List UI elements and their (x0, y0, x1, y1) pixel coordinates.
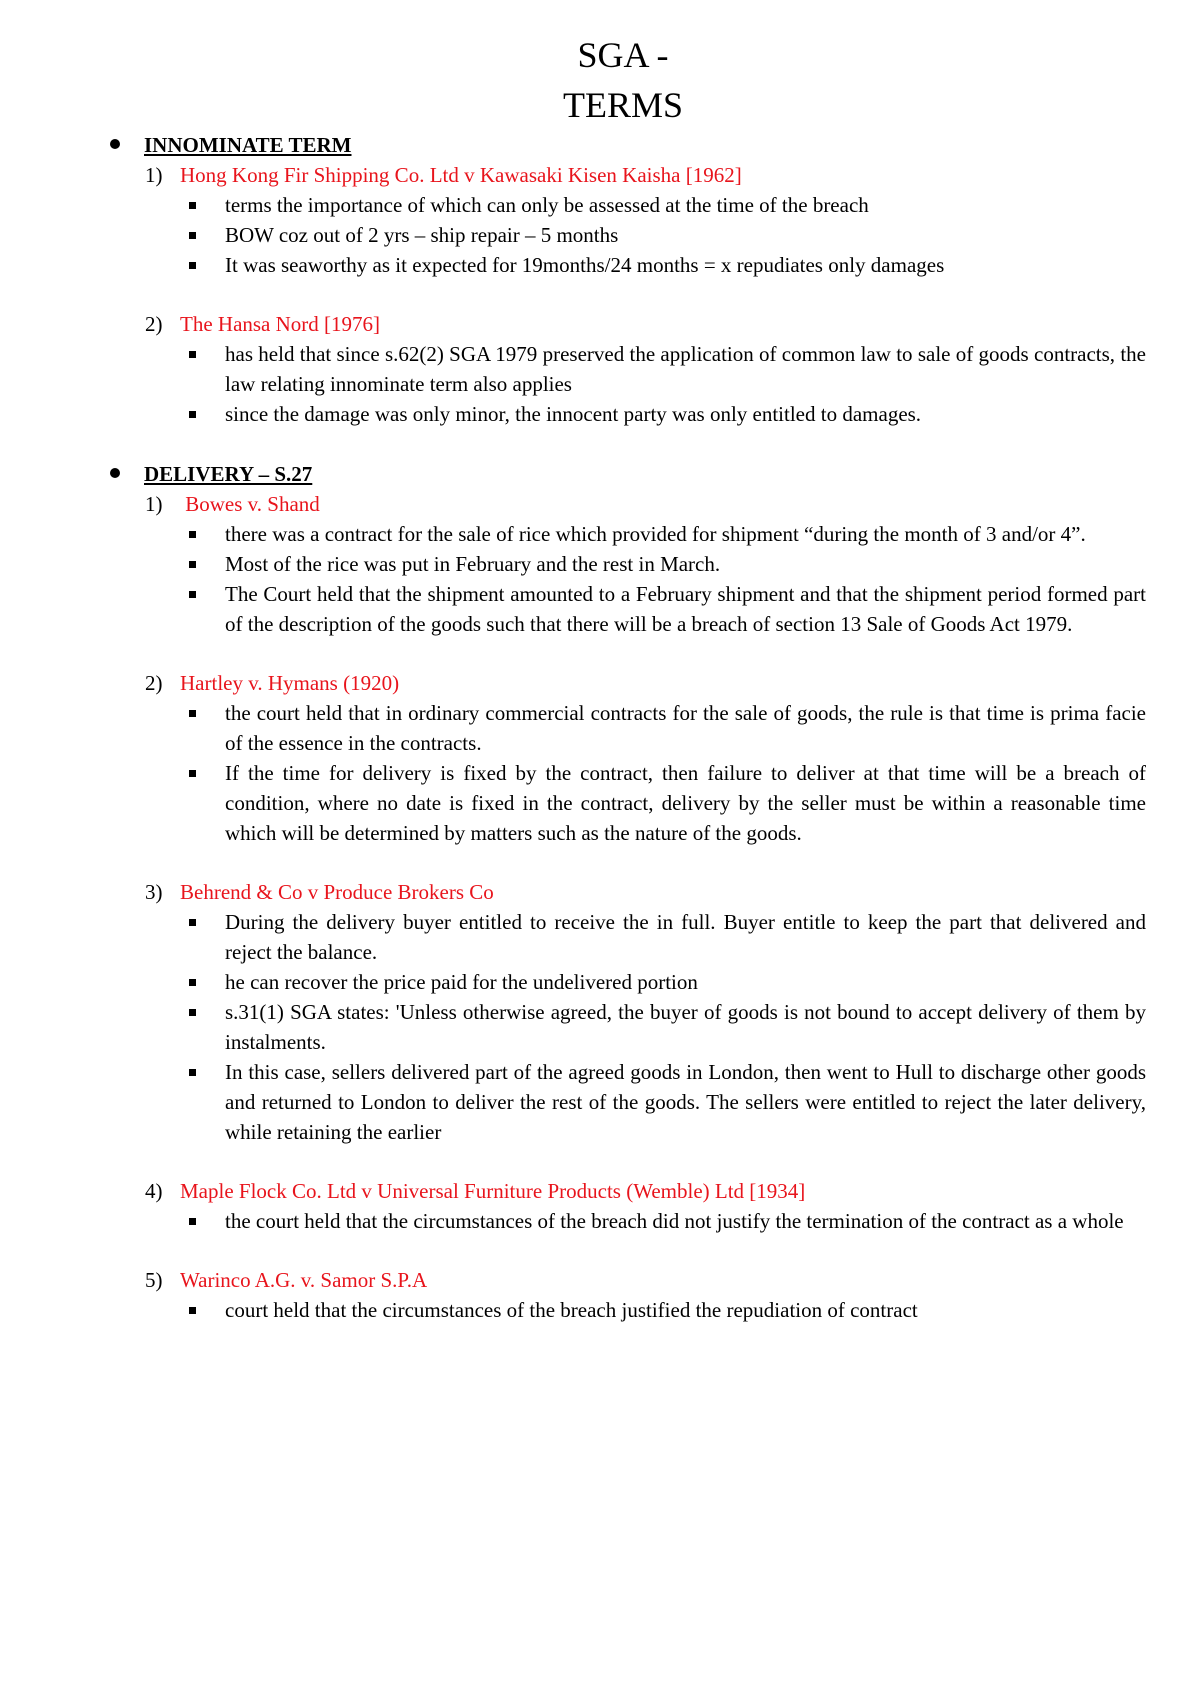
bullet-square-icon (189, 770, 196, 777)
list-item-text: s.31(1) SGA states: 'Unless otherwise agreed, the buyer of goods is not bound to accept delivery of them by instalments. (225, 1000, 1146, 1054)
bullet-square-icon (189, 411, 196, 418)
case-points (110, 698, 1146, 848)
case-name: Bowes v. Shand (180, 492, 320, 516)
bullet-square-icon (189, 1009, 196, 1016)
case-points (110, 1206, 1146, 1236)
bullet-square-icon (189, 1307, 196, 1314)
section-heading (110, 130, 1146, 160)
case-number: 3) (145, 880, 163, 904)
case-title (110, 668, 1146, 698)
case-name: Hong Kong Fir Shipping Co. Ltd v Kawasaki Kisen Kaisha [1962] (180, 163, 742, 187)
case-entry (110, 160, 1146, 280)
section (110, 459, 1146, 1325)
list-item (110, 339, 1146, 399)
bullet-square-icon (189, 202, 196, 209)
bullet-square-icon (189, 232, 196, 239)
bullet-square-icon (189, 710, 196, 717)
section-heading (110, 459, 1146, 489)
list-item-text: BOW coz out of 2 yrs – ship repair – 5 months (225, 223, 619, 247)
list-item (110, 519, 1146, 549)
list-item-text: terms the importance of which can only be assessed at the time of the breach (225, 193, 869, 217)
list-item (110, 579, 1146, 639)
case-points (110, 339, 1146, 429)
page-title (100, 30, 1146, 130)
case-entry (110, 1176, 1146, 1236)
case-name: The Hansa Nord [1976] (180, 312, 381, 336)
list-item (110, 758, 1146, 848)
case-title (110, 1265, 1146, 1295)
list-item-text: he can recover the price paid for the undelivered portion (225, 970, 698, 994)
bullet-square-icon (189, 351, 196, 358)
bullet-square-icon (189, 262, 196, 269)
case-number: 1) (145, 492, 163, 516)
case-number: 2) (145, 312, 163, 336)
list-item-text: there was a contract for the sale of rice which provided for shipment “during the month of 3 and/or 4”. (225, 522, 1086, 546)
list-item-text: the court held that the circumstances of the breach did not justify the termination of the contract as a whole (225, 1209, 1124, 1233)
section (110, 130, 1146, 429)
bullet-square-icon (189, 591, 196, 598)
list-item (110, 549, 1146, 579)
bullet-dot-icon (110, 139, 120, 149)
title-line-1: SGA - (577, 35, 669, 75)
list-item-text: has held that since s.62(2) SGA 1979 preserved the application of common law to sale of goods contracts, the law relating innominate term also applies (225, 342, 1146, 396)
list-item (110, 907, 1146, 967)
list-item (110, 220, 1146, 250)
bullet-square-icon (189, 561, 196, 568)
case-name: Warinco A.G. v. Samor S.P.A (180, 1268, 428, 1292)
case-name: Maple Flock Co. Ltd v Universal Furniture Products (Wemble) Ltd [1934] (180, 1179, 806, 1203)
bullet-square-icon (189, 919, 196, 926)
case-points (110, 190, 1146, 280)
list-item (110, 1057, 1146, 1147)
bullet-square-icon (189, 1218, 196, 1225)
list-item-text: If the time for delivery is fixed by the contract, then failure to deliver at that time will be a breach of condition, where no date is fixed in the contract, delivery by the seller must be within a reasonable time which will be determined by matters such as the nature of the goods. (225, 761, 1146, 845)
list-item (110, 698, 1146, 758)
case-name: Behrend & Co v Produce Brokers Co (180, 880, 494, 904)
list-item-text: It was seaworthy as it expected for 19months/24 months = x repudiates only damages (225, 253, 945, 277)
case-name: Hartley v. Hymans (1920) (180, 671, 400, 695)
list-item-text: Most of the rice was put in February and the rest in March. (225, 552, 721, 576)
case-number: 5) (145, 1268, 163, 1292)
case-entry (110, 1265, 1146, 1325)
list-item-text: In this case, sellers delivered part of the agreed goods in London, then went to Hull to discharge other goods and returned to London to deliver the rest of the goods. The sellers were entitled to reject the later delivery, while retaining the earlier (225, 1060, 1146, 1144)
bullet-square-icon (189, 531, 196, 538)
case-points (110, 519, 1146, 639)
case-title (110, 160, 1146, 190)
case-title (110, 489, 1146, 519)
list-item-text: During the delivery buyer entitled to receive the in full. Buyer entitle to keep the part that delivered and reject the balance. (225, 910, 1146, 964)
case-entry (110, 877, 1146, 1147)
list-item (110, 190, 1146, 220)
case-title (110, 1176, 1146, 1206)
list-item (110, 997, 1146, 1057)
case-title (110, 309, 1146, 339)
bullet-square-icon (189, 979, 196, 986)
list-item (110, 250, 1146, 280)
list-item (110, 1206, 1146, 1236)
list-item (110, 399, 1146, 429)
list-item-text: the court held that in ordinary commercial contracts for the sale of goods, the rule is that time is prima facie of the essence in the contracts. (225, 701, 1146, 755)
list-item (110, 967, 1146, 997)
case-number: 2) (145, 671, 163, 695)
case-points (110, 907, 1146, 1147)
bullet-dot-icon (110, 468, 120, 478)
section-heading-text: DELIVERY – S.27 (144, 462, 313, 486)
case-entry (110, 668, 1146, 848)
case-entry (110, 309, 1146, 429)
list-item-text: since the damage was only minor, the innocent party was only entitled to damages. (225, 402, 922, 426)
list-item-text: The Court held that the shipment amounted to a February shipment and that the shipment period formed part of the description of the goods such that there will be a breach of section 13 Sale of Goods Act 1979. (225, 582, 1146, 636)
list-item (110, 1295, 1146, 1325)
bullet-square-icon (189, 1069, 196, 1076)
title-line-2: TERMS (562, 85, 684, 125)
list-item-text: court held that the circumstances of the breach justified the repudiation of contract (225, 1298, 918, 1322)
section-heading-text: INNOMINATE TERM (144, 133, 352, 157)
case-number: 1) (145, 163, 163, 187)
case-number: 4) (145, 1179, 163, 1203)
case-title (110, 877, 1146, 907)
case-entry (110, 489, 1146, 639)
case-points (110, 1295, 1146, 1325)
notes-body (110, 130, 1146, 1325)
